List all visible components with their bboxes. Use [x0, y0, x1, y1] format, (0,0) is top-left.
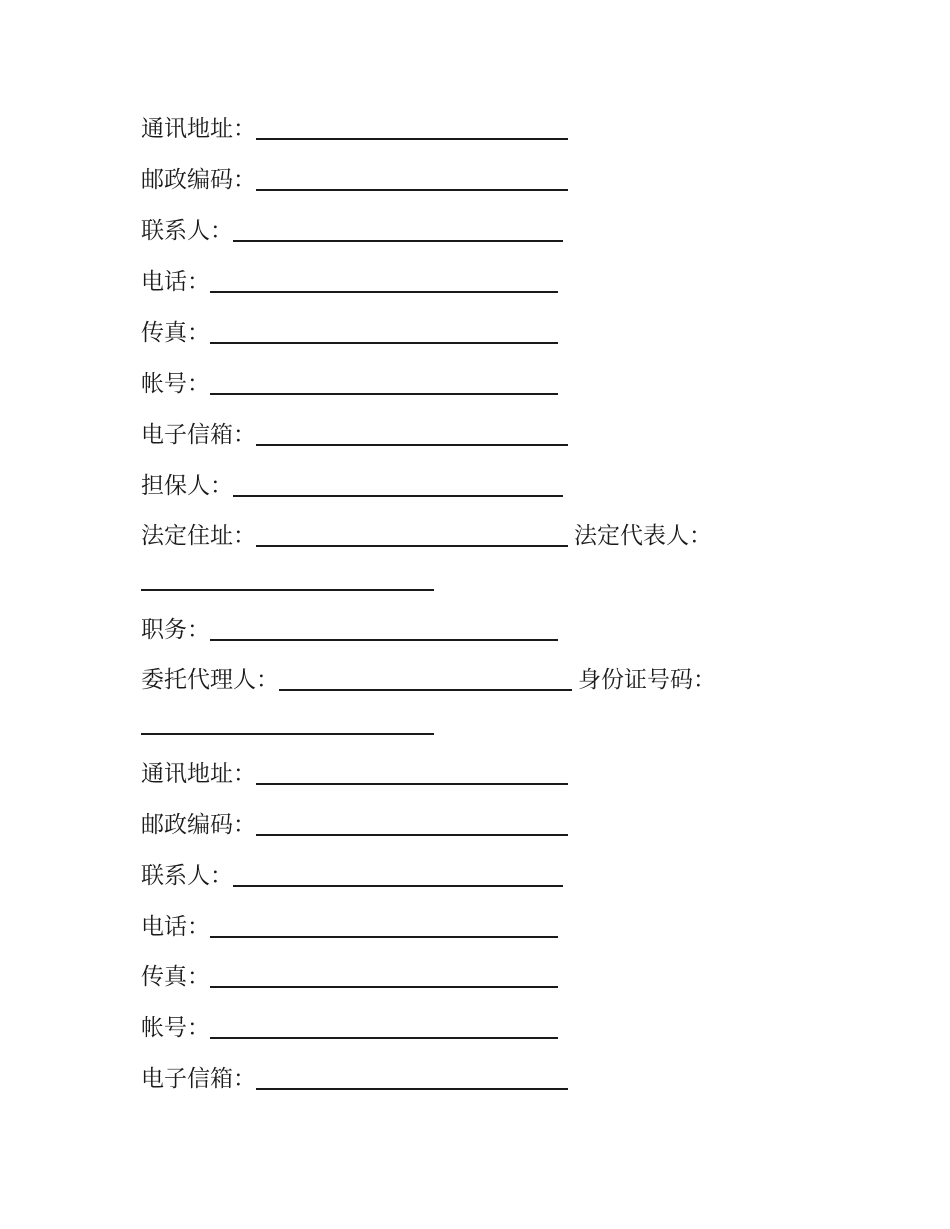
phone-line-2 — [141, 907, 558, 947]
email-line-2 — [141, 1059, 568, 1099]
contact-blank[interactable] — [233, 240, 563, 242]
id-number-blank[interactable] — [141, 733, 434, 735]
postal-code-blank[interactable] — [256, 189, 568, 191]
account-label: 帐号： — [141, 371, 210, 397]
email-line — [141, 415, 568, 455]
phone-blank-2[interactable] — [210, 936, 558, 938]
contact-line-2 — [141, 856, 563, 896]
contact-blank-2[interactable] — [233, 885, 563, 887]
address-label: 通讯地址： — [141, 116, 256, 142]
id-number-label: 身份证号码： — [578, 667, 716, 693]
email-blank[interactable] — [256, 444, 568, 446]
guarantor-label: 担保人： — [141, 473, 233, 499]
legal-address-blank[interactable] — [256, 545, 568, 547]
agent-blank[interactable] — [279, 689, 572, 691]
legal-representative-label: 法定代表人： — [574, 523, 712, 549]
position-blank[interactable] — [210, 639, 558, 641]
phone-label: 电话： — [141, 269, 210, 295]
address-line — [141, 109, 568, 149]
legal-representative-blank[interactable] — [141, 589, 434, 591]
postal-code-line-2 — [141, 805, 568, 845]
fax-blank-2[interactable] — [210, 986, 558, 988]
account-label-2: 帐号： — [141, 1015, 210, 1041]
fax-blank[interactable] — [210, 342, 558, 344]
agent-label: 委托代理人： — [141, 667, 279, 693]
account-line-2 — [141, 1008, 558, 1048]
contact-label-2: 联系人： — [141, 863, 233, 889]
contact-line — [141, 211, 563, 251]
fax-label: 传真： — [141, 320, 210, 346]
guarantor-blank[interactable] — [233, 495, 563, 497]
postal-code-blank-2[interactable] — [256, 834, 568, 836]
fax-line-2 — [141, 957, 558, 997]
position-label: 职务： — [141, 617, 210, 643]
postal-code-label: 邮政编码： — [141, 167, 256, 193]
address-blank-2[interactable] — [256, 783, 568, 785]
email-label: 电子信箱： — [141, 422, 256, 448]
account-line — [141, 364, 558, 404]
account-blank[interactable] — [210, 393, 558, 395]
address-blank[interactable] — [256, 138, 568, 140]
email-label-2: 电子信箱： — [141, 1066, 256, 1092]
phone-line — [141, 262, 558, 302]
account-blank-2[interactable] — [210, 1037, 558, 1039]
fax-line — [141, 313, 558, 353]
phone-blank[interactable] — [210, 291, 558, 293]
postal-code-line — [141, 160, 568, 200]
address-label-2: 通讯地址： — [141, 761, 256, 787]
address-line-2 — [141, 754, 568, 794]
legal-address-label: 法定住址： — [141, 523, 256, 549]
postal-code-label-2: 邮政编码： — [141, 812, 256, 838]
legal-address-line — [141, 516, 712, 556]
position-line — [141, 610, 558, 650]
phone-label-2: 电话： — [141, 914, 210, 940]
agent-line — [141, 660, 716, 700]
guarantor-line — [141, 466, 563, 506]
fax-label-2: 传真： — [141, 964, 210, 990]
contact-label: 联系人： — [141, 218, 233, 244]
email-blank-2[interactable] — [256, 1088, 568, 1090]
